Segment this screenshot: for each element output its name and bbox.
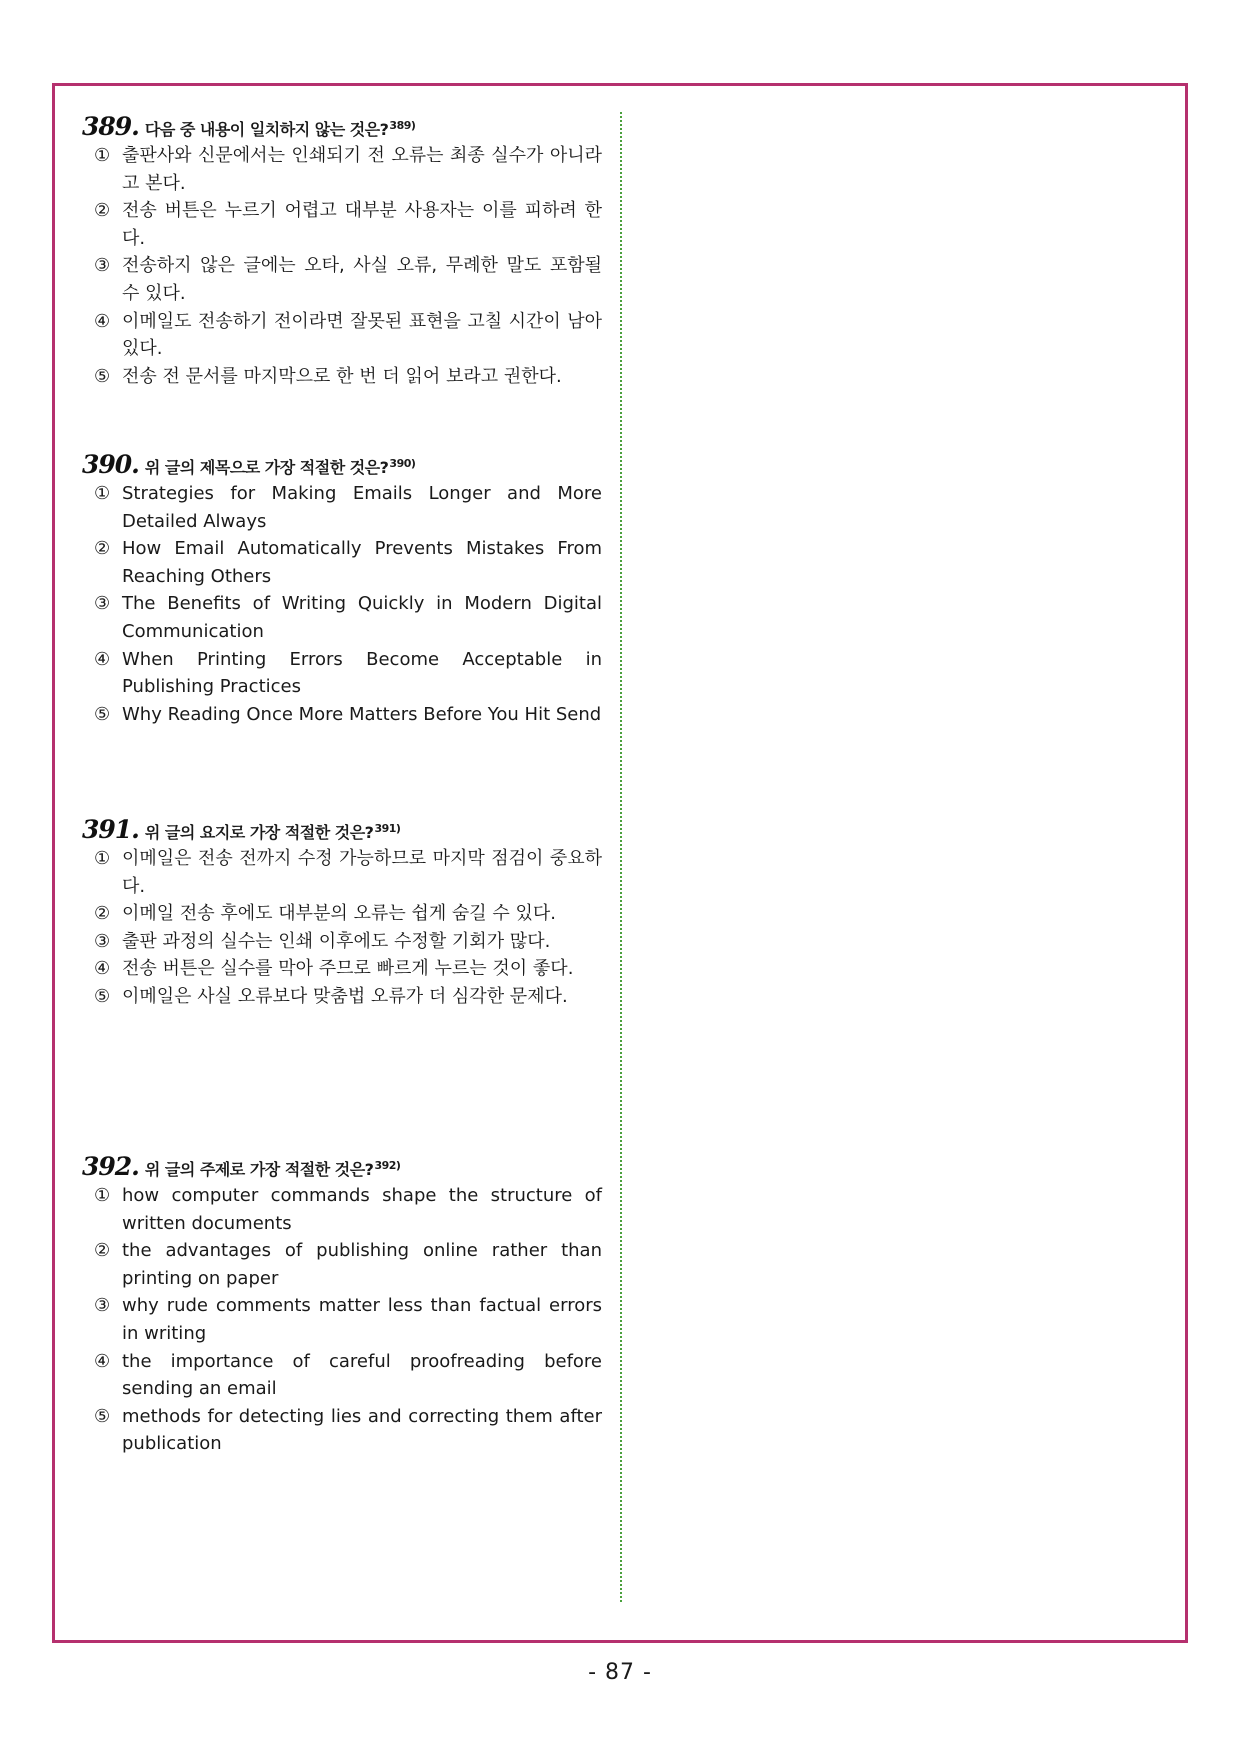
question-389 [82, 112, 604, 390]
option-text: why rude comments matter less than factual errors in writing [122, 1295, 602, 1344]
option-marker: ② [94, 903, 111, 925]
question-prompt: 다음 중 내용이 일치하지 않는 것은?$^{389)}$ [144, 118, 416, 139]
option-3[interactable] [82, 1292, 604, 1347]
option-2[interactable] [82, 197, 604, 252]
option-text: 이메일 전송 후에도 대부분의 오류는 쉽게 숨길 수 있다. [122, 903, 557, 925]
option-marker: ③ [94, 1295, 111, 1317]
option-5[interactable] [82, 701, 604, 729]
option-text: 전송 버튼은 누르기 어렵고 대부분 사용자는 이를 피하려 한다. [122, 200, 602, 249]
option-marker: ⑤ [94, 985, 111, 1007]
option-marker: ⑤ [94, 703, 111, 725]
option-text: Why Reading Once More Matters Before You Hit Send [122, 703, 602, 725]
option-marker: ② [94, 538, 111, 560]
footnote-ref: 392) [374, 1158, 401, 1172]
option-marker: ⑤ [94, 1405, 111, 1427]
option-marker: ② [94, 1240, 111, 1262]
option-marker: ④ [94, 958, 111, 980]
option-text: When Printing Errors Become Acceptable in Publishing Practices [122, 648, 602, 698]
question-prompt: 위 글의 주제로 가장 적절한 것은?$^{392)}$ [144, 1158, 401, 1179]
option-marker: ④ [94, 310, 111, 332]
option-text: 출판 과정의 실수는 인쇄 이후에도 수정할 기회가 많다. [122, 930, 551, 952]
option-marker: ③ [94, 593, 111, 615]
option-marker: ⑤ [94, 365, 111, 387]
option-text: 이메일도 전송하기 전이라면 잘못된 표현을 고칠 시간이 남아 있다. [122, 310, 602, 360]
column-divider [620, 112, 622, 1602]
option-text: the importance of careful proofreading before sending an email [122, 1350, 602, 1400]
option-text: 전송하지 않은 글에는 오타, 사실 오류, 무례한 말도 포함될 수 있다. [122, 255, 602, 304]
question-number: 391. [82, 815, 139, 844]
option-text: Strategies for Making Emails Longer and More Detailed Always [122, 483, 602, 532]
option-text: how computer commands shape the structure of written documents [122, 1185, 602, 1234]
option-3[interactable] [82, 252, 604, 307]
option-1[interactable] [82, 142, 604, 197]
question-header [82, 450, 604, 480]
option-text: 전송 전 문서를 마지막으로 한 번 더 읽어 보라고 권한다. [122, 365, 562, 387]
option-marker: ① [94, 848, 111, 869]
option-marker: ④ [94, 648, 111, 670]
option-4[interactable] [82, 646, 604, 701]
option-5[interactable] [82, 363, 604, 391]
question-prompt: 위 글의 요지로 가장 적절한 것은?$^{391)}$ [144, 821, 401, 842]
option-text: How Email Automatically Prevents Mistakes From Reaching Others [122, 538, 602, 587]
question-391 [82, 815, 604, 1011]
option-text: 이메일은 사실 오류보다 맞춤법 오류가 더 심각한 문제다. [122, 985, 568, 1007]
question-prompt: 위 글의 제목으로 가장 적절한 것은?$^{390)}$ [144, 456, 416, 477]
option-text: the advantages of publishing online rather than printing on paper [122, 1240, 602, 1289]
question-number: 389. [82, 112, 139, 141]
option-marker: ① [94, 483, 111, 504]
page-number: - 87 - [588, 1660, 652, 1685]
option-marker: ④ [94, 1350, 111, 1372]
option-text: The Benefits of Writing Quickly in Modern Digital Communication [122, 593, 602, 642]
option-2[interactable] [82, 1237, 604, 1292]
option-1[interactable] [82, 480, 604, 535]
question-390 [82, 450, 604, 728]
question-header [82, 112, 604, 142]
option-5[interactable] [82, 1403, 604, 1458]
option-text: 전송 버튼은 실수를 막아 주므로 빠르게 누르는 것이 좋다. [122, 958, 574, 980]
question-header [82, 815, 604, 845]
footnote-ref: 391) [374, 821, 401, 835]
option-4[interactable] [82, 955, 604, 983]
option-text: 이메일은 전송 전까지 수정 가능하므로 마지막 점검이 중요하다. [122, 848, 602, 897]
option-marker: ① [94, 145, 111, 166]
footnote-ref: 390) [389, 456, 416, 470]
option-text: methods for detecting lies and correcting them after publication [122, 1405, 602, 1455]
question-number: 392. [82, 1152, 139, 1181]
option-marker: ② [94, 200, 111, 222]
option-marker: ① [94, 1185, 111, 1206]
option-2[interactable] [82, 535, 604, 590]
option-3[interactable] [82, 590, 604, 645]
question-392 [82, 1152, 604, 1458]
footnote-ref: 389) [389, 118, 416, 132]
option-1[interactable] [82, 1182, 604, 1237]
option-4[interactable] [82, 1348, 604, 1403]
option-marker: ③ [94, 255, 111, 277]
option-1[interactable] [82, 845, 604, 900]
option-2[interactable] [82, 900, 604, 928]
question-number: 390. [82, 450, 139, 479]
option-marker: ③ [94, 930, 111, 952]
question-header [82, 1152, 604, 1182]
option-3[interactable] [82, 928, 604, 956]
option-5[interactable] [82, 983, 604, 1011]
option-text: 출판사와 신문에서는 인쇄되기 전 오류는 최종 실수가 아니라고 본다. [122, 145, 602, 194]
option-4[interactable] [82, 308, 604, 363]
